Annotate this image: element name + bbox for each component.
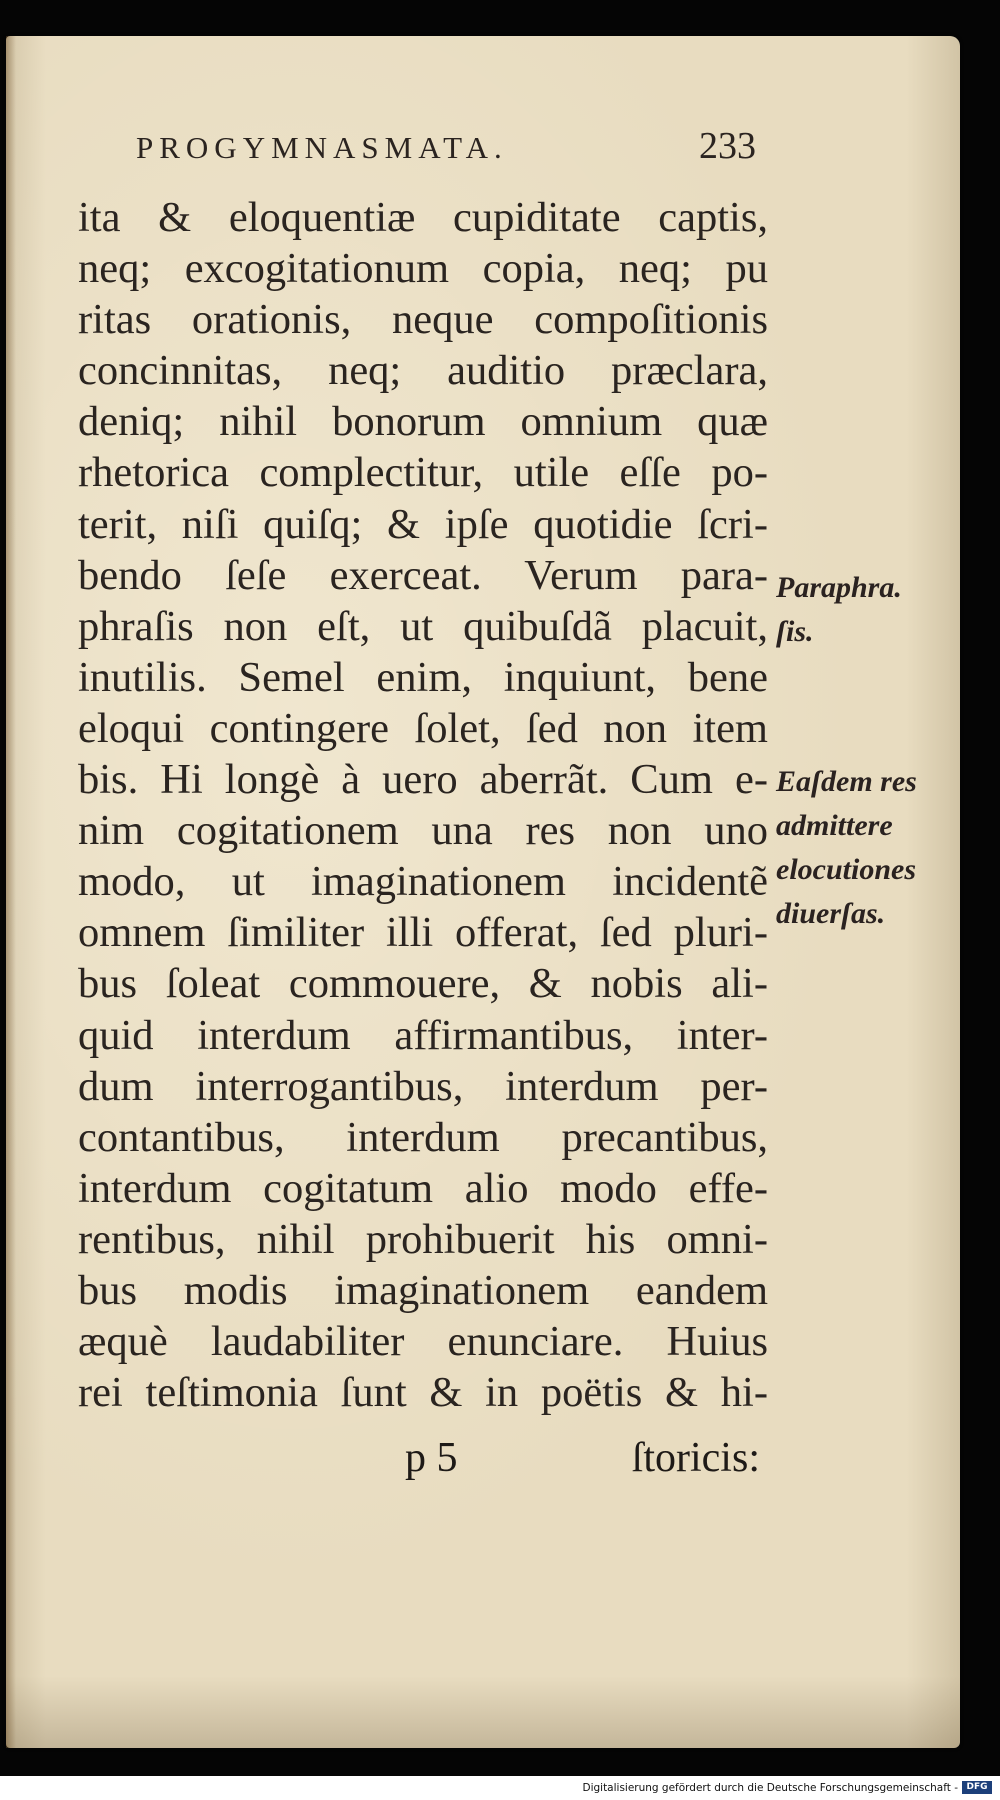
page-number: 233 bbox=[699, 125, 756, 167]
text-line: modo, ut imaginationem incidentẽ bbox=[78, 858, 768, 906]
text-line: rhetorica complectitur, utile eſſe po- bbox=[78, 449, 768, 497]
text-line: neq; excogitationum copia, neq; pu bbox=[78, 245, 768, 293]
marginal-note-easdem-res bbox=[776, 760, 917, 936]
text-line: contantibus, interdum precantibus, bbox=[78, 1113, 768, 1161]
main-text-block bbox=[78, 192, 768, 1418]
dfg-logo: DFG bbox=[962, 1781, 992, 1794]
text-line: phraſis non eſt, ut quibuſdã placuit, bbox=[78, 602, 768, 650]
text-line: interdum cogitatum alio modo effe- bbox=[78, 1164, 768, 1212]
text-line: bus modis imaginationem eandem bbox=[78, 1266, 768, 1314]
text-line: terit, niſi quiſq; & ipſe quotidie ſcri- bbox=[78, 500, 768, 548]
marginal-note-paraphrasis bbox=[776, 566, 902, 654]
funding-credit: Digitalisierung gefördert durch die Deutsche Forschungsgemeinschaft - bbox=[582, 1782, 958, 1794]
text-line: omnem ſimiliter illi offerat, ſed pluri- bbox=[78, 909, 768, 957]
text-line: dum interrogantibus, interdum per- bbox=[78, 1062, 768, 1110]
page-gutter-shadow bbox=[6, 36, 16, 1748]
text-line: bus ſoleat commouere, & nobis ali- bbox=[78, 960, 768, 1008]
marginal-note-line: ſis. bbox=[776, 615, 814, 648]
marginal-note-line: Paraphra. bbox=[776, 571, 902, 604]
text-line: deniq; nihil bonorum omnium quæ bbox=[78, 398, 768, 446]
text-line: ritas orationis, neque compoſitionis bbox=[78, 296, 768, 344]
marginal-note-line: Eaſdem res bbox=[776, 765, 917, 798]
text-line: æquè laudabiliter enunciare. Huius bbox=[78, 1318, 768, 1366]
text-line: rei teſtimonia ſunt & in poëtis & hi- bbox=[78, 1369, 768, 1417]
text-line: rentibus, nihil prohibuerit his omni- bbox=[78, 1215, 768, 1263]
text-line: quid interdum affirmantibus, inter- bbox=[78, 1011, 768, 1059]
text-line: nim cogitationem una res non uno bbox=[78, 807, 768, 855]
text-line: inutilis. Semel enim, inquiunt, bene bbox=[78, 653, 768, 701]
text-line: bis. Hi longè à uero aberrãt. Cum e- bbox=[78, 756, 768, 804]
text-line: eloqui contingere ſolet, ſed non item bbox=[78, 704, 768, 752]
catchword: ſtoricis: bbox=[631, 1435, 760, 1481]
signature-mark: p 5 bbox=[405, 1435, 458, 1481]
catchline bbox=[405, 1434, 760, 1486]
text-line: ita & eloquentiæ cupiditate captis, bbox=[78, 194, 768, 241]
marginal-note-line: diuerſas. bbox=[776, 897, 886, 930]
text-line: bendo ſeſe exerceat. Verum para- bbox=[78, 551, 768, 599]
text-line: concinnitas, neq; auditio præclara, bbox=[78, 347, 768, 395]
marginal-note-line: elocutiones bbox=[776, 853, 916, 886]
marginal-note-line: admittere bbox=[776, 809, 893, 842]
running-title: PROGYMNASMATA. bbox=[136, 130, 508, 165]
page-header bbox=[136, 125, 756, 180]
